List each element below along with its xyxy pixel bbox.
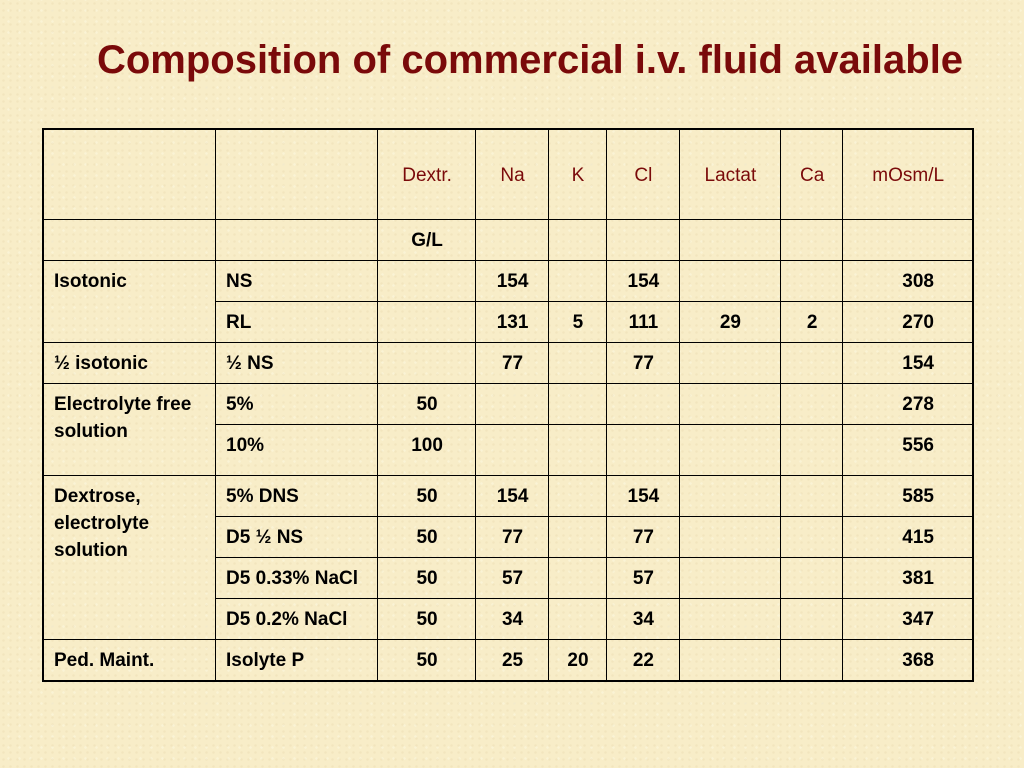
cl-value: 154 — [606, 261, 679, 302]
unit-label: G/L — [378, 220, 476, 261]
header-dextr: Dextr. — [378, 129, 476, 220]
dextr-value — [378, 343, 476, 384]
ca-value — [780, 476, 842, 517]
table-row — [43, 476, 973, 517]
k-value — [548, 517, 606, 558]
fluid-composition-table — [42, 128, 974, 682]
k-value: 20 — [548, 640, 606, 682]
cl-value: 22 — [606, 640, 679, 682]
cl-value — [606, 384, 679, 425]
mosm-value: 270 — [843, 302, 973, 343]
header-lactat: Lactat — [679, 129, 780, 220]
table-header-row — [43, 129, 973, 220]
header-ca: Ca — [780, 129, 842, 220]
dextr-value: 50 — [378, 384, 476, 425]
fluid-name: 5% — [216, 384, 378, 425]
dextr-value: 50 — [378, 476, 476, 517]
k-value — [548, 384, 606, 425]
fluid-name: Isolyte P — [216, 640, 378, 682]
lactat-value: 29 — [679, 302, 780, 343]
slide-title: Composition of commercial i.v. fluid available — [96, 38, 964, 82]
ca-value: 2 — [780, 302, 842, 343]
fluid-name: 5% DNS — [216, 476, 378, 517]
dextr-value: 50 — [378, 640, 476, 682]
lactat-value — [679, 558, 780, 599]
na-value: 77 — [476, 517, 549, 558]
na-value: 131 — [476, 302, 549, 343]
fluid-name: NS — [216, 261, 378, 302]
dextr-value — [378, 261, 476, 302]
na-value: 34 — [476, 599, 549, 640]
header-cell-empty — [216, 129, 378, 220]
header-mosm: mOsm/L — [843, 129, 973, 220]
lactat-value — [679, 384, 780, 425]
ca-value — [780, 384, 842, 425]
cl-value: 111 — [606, 302, 679, 343]
ca-value — [780, 343, 842, 384]
header-k: K — [548, 129, 606, 220]
mosm-value: 308 — [843, 261, 973, 302]
lactat-value — [679, 261, 780, 302]
mosm-value: 415 — [843, 517, 973, 558]
k-value — [548, 558, 606, 599]
ca-value — [780, 558, 842, 599]
ca-value — [780, 261, 842, 302]
table-row — [43, 343, 973, 384]
category-cell: Dextrose, electrolyte solution — [43, 476, 216, 640]
ca-value — [780, 599, 842, 640]
k-value — [548, 261, 606, 302]
cl-value: 57 — [606, 558, 679, 599]
cl-value: 77 — [606, 517, 679, 558]
mosm-value: 347 — [843, 599, 973, 640]
header-na: Na — [476, 129, 549, 220]
fluid-name: D5 ½ NS — [216, 517, 378, 558]
lactat-value — [679, 517, 780, 558]
category-cell: Electrolyte free solution — [43, 384, 216, 476]
k-value — [548, 343, 606, 384]
lactat-value — [679, 599, 780, 640]
ca-value — [780, 517, 842, 558]
fluid-name: D5 0.33% NaCl — [216, 558, 378, 599]
fluid-name: RL — [216, 302, 378, 343]
mosm-value: 154 — [843, 343, 973, 384]
dextr-value: 50 — [378, 599, 476, 640]
table-row — [43, 261, 973, 302]
na-value: 25 — [476, 640, 549, 682]
cl-value: 34 — [606, 599, 679, 640]
table-row — [43, 640, 973, 682]
na-value — [476, 384, 549, 425]
ca-value — [780, 640, 842, 682]
category-cell: Ped. Maint. — [43, 640, 216, 682]
fluid-name: ½ NS — [216, 343, 378, 384]
na-value: 154 — [476, 476, 549, 517]
na-value — [476, 425, 549, 476]
na-value: 77 — [476, 343, 549, 384]
k-value — [548, 599, 606, 640]
k-value: 5 — [548, 302, 606, 343]
lactat-value — [679, 476, 780, 517]
mosm-value: 381 — [843, 558, 973, 599]
table-row — [43, 384, 973, 425]
dextr-value: 50 — [378, 558, 476, 599]
header-cell-empty — [43, 129, 216, 220]
cl-value — [606, 425, 679, 476]
category-cell: ½ isotonic — [43, 343, 216, 384]
lactat-value — [679, 343, 780, 384]
fluid-name: D5 0.2% NaCl — [216, 599, 378, 640]
fluid-name: 10% — [216, 425, 378, 476]
k-value — [548, 476, 606, 517]
dextr-value: 100 — [378, 425, 476, 476]
dextr-value — [378, 302, 476, 343]
ca-value — [780, 425, 842, 476]
lactat-value — [679, 425, 780, 476]
mosm-value: 585 — [843, 476, 973, 517]
na-value: 154 — [476, 261, 549, 302]
cl-value: 154 — [606, 476, 679, 517]
category-cell: Isotonic — [43, 261, 216, 343]
lactat-value — [679, 640, 780, 682]
unit-row — [43, 220, 973, 261]
header-cl: Cl — [606, 129, 679, 220]
cl-value: 77 — [606, 343, 679, 384]
mosm-value: 368 — [843, 640, 973, 682]
na-value: 57 — [476, 558, 549, 599]
dextr-value: 50 — [378, 517, 476, 558]
mosm-value: 556 — [843, 425, 973, 476]
mosm-value: 278 — [843, 384, 973, 425]
k-value — [548, 425, 606, 476]
